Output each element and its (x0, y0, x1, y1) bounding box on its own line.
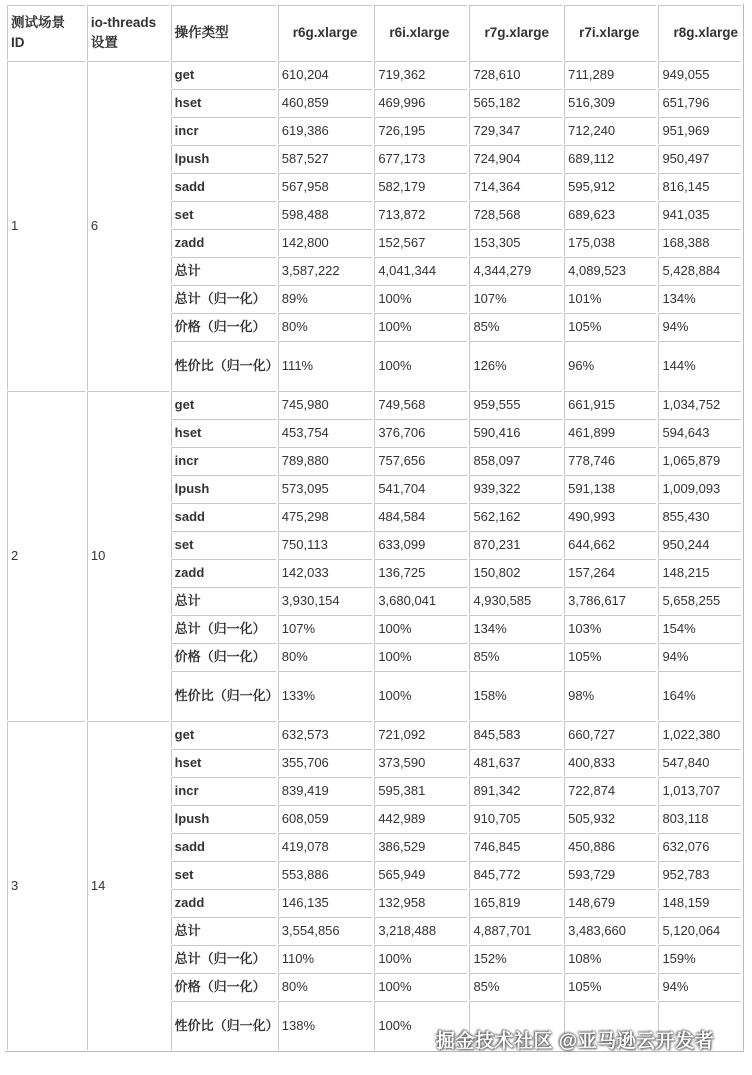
value-cell-r7g: 728,568 (469, 201, 562, 228)
value-cell-r6g: 789,880 (278, 447, 373, 474)
operation-cell: 总计（归一化） (171, 945, 276, 972)
value-cell-r7g: 150,802 (469, 559, 562, 586)
value-cell-r6i: 100% (374, 945, 467, 972)
value-cell-r8g: 547,840 (658, 749, 741, 776)
value-cell-r7g: 858,097 (469, 447, 562, 474)
value-cell-r7i: 148,679 (564, 889, 656, 916)
value-cell-r6i: 721,092 (374, 721, 467, 748)
value-cell-r8g: 148,215 (658, 559, 741, 586)
header-row (7, 5, 741, 60)
value-cell-r7i: 490,993 (564, 503, 656, 530)
value-cell-r6g: 839,419 (278, 777, 373, 804)
scenario-id-cell: 2 (7, 391, 85, 720)
operation-cell: lpush (171, 475, 276, 502)
value-cell-r7i: 778,746 (564, 447, 656, 474)
table-row (7, 391, 741, 418)
operation-cell: 总计 (171, 587, 276, 614)
value-cell-r8g: 1,034,752 (658, 391, 741, 418)
scenario-id-cell: 1 (7, 61, 85, 390)
value-cell-r7g: 165,819 (469, 889, 562, 916)
value-cell-r6i: 100% (374, 1001, 467, 1050)
value-cell-r7i: 660,727 (564, 721, 656, 748)
header-io-threads: io-threads 设置 (87, 5, 169, 60)
value-cell-r6i: 100% (374, 285, 467, 312)
value-cell-r7i: 101% (564, 285, 656, 312)
value-cell-r6i: 633,099 (374, 531, 467, 558)
operation-cell: lpush (171, 145, 276, 172)
value-cell-r6i: 749,568 (374, 391, 467, 418)
value-cell-r7i: 644,662 (564, 531, 656, 558)
value-cell-r6i: 541,704 (374, 475, 467, 502)
operation-cell: hset (171, 89, 276, 116)
value-cell-r6g: 110% (278, 945, 373, 972)
value-cell-r6i: 100% (374, 313, 467, 340)
value-cell-r8g: 154% (658, 615, 741, 642)
value-cell-r7g: 158% (469, 671, 562, 720)
operation-cell: 性价比（归一化） (171, 341, 276, 390)
operation-cell: 总计 (171, 257, 276, 284)
value-cell-r6g: 750,113 (278, 531, 373, 558)
value-cell-r6g: 111% (278, 341, 373, 390)
value-cell-r7i: 595,912 (564, 173, 656, 200)
table-row (7, 61, 741, 88)
value-cell-r6g: 610,204 (278, 61, 373, 88)
value-cell-r6i: 713,872 (374, 201, 467, 228)
value-cell-r8g: 94% (658, 643, 741, 670)
value-cell-r7g: 746,845 (469, 833, 562, 860)
value-cell-r8g: 632,076 (658, 833, 741, 860)
value-cell-r7g: 4,930,585 (469, 587, 562, 614)
value-cell-r7g: 724,904 (469, 145, 562, 172)
value-cell-r7i: 711,289 (564, 61, 656, 88)
value-cell-r8g: 855,430 (658, 503, 741, 530)
operation-cell: incr (171, 447, 276, 474)
value-cell-r7g: 562,162 (469, 503, 562, 530)
value-cell-r6i: 719,362 (374, 61, 467, 88)
value-cell-r7i: 98% (564, 671, 656, 720)
value-cell-r8g: 952,783 (658, 861, 741, 888)
value-cell-r7g: 126% (469, 341, 562, 390)
value-cell-r7g: 85% (469, 313, 562, 340)
value-cell-r6g: 3,554,856 (278, 917, 373, 944)
value-cell-r7g: 729,347 (469, 117, 562, 144)
value-cell-r7i: 175,038 (564, 229, 656, 256)
operation-cell: incr (171, 117, 276, 144)
value-cell-r8g: 1,065,879 (658, 447, 741, 474)
value-cell-r7g: 845,583 (469, 721, 562, 748)
value-cell-r7g: 714,364 (469, 173, 562, 200)
operation-cell: 价格（归一化） (171, 313, 276, 340)
value-cell-r6g: 573,095 (278, 475, 373, 502)
value-cell-r7i: 461,899 (564, 419, 656, 446)
value-cell-r7i: 105% (564, 313, 656, 340)
value-cell-r7g: 845,772 (469, 861, 562, 888)
value-cell-r6i: 100% (374, 671, 467, 720)
operation-cell: get (171, 391, 276, 418)
value-cell-r8g: 144% (658, 341, 741, 390)
value-cell-r6g: 80% (278, 643, 373, 670)
value-cell-r7g: 107% (469, 285, 562, 312)
value-cell-r6g: 619,386 (278, 117, 373, 144)
value-cell-r8g: 803,118 (658, 805, 741, 832)
value-cell-r6i: 152,567 (374, 229, 467, 256)
value-cell-r7g: 590,416 (469, 419, 562, 446)
value-cell-r8g: 148,159 (658, 889, 741, 916)
value-cell-r6g: 142,033 (278, 559, 373, 586)
value-cell-r7i: 105% (564, 643, 656, 670)
value-cell-r8g: 951,969 (658, 117, 741, 144)
value-cell-r8g: 949,055 (658, 61, 741, 88)
operation-cell: sadd (171, 833, 276, 860)
value-cell-r8g: 5,428,884 (658, 257, 741, 284)
value-cell-r7i: 96% (564, 341, 656, 390)
value-cell-r6g: 142,800 (278, 229, 373, 256)
operation-cell: hset (171, 419, 276, 446)
operation-cell: 价格（归一化） (171, 643, 276, 670)
value-cell-r8g: 159% (658, 945, 741, 972)
table-body (7, 61, 741, 1050)
value-cell-r6g: 419,078 (278, 833, 373, 860)
value-cell-r8g: 94% (658, 973, 741, 1000)
value-cell-r6g: 632,573 (278, 721, 373, 748)
value-cell-r6g: 608,059 (278, 805, 373, 832)
operation-cell: set (171, 861, 276, 888)
table-row (7, 721, 741, 748)
header-r8g: r8g.xlarge (658, 5, 741, 60)
value-cell-r6i: 373,590 (374, 749, 467, 776)
value-cell-r6i: 677,173 (374, 145, 467, 172)
value-cell-r6i: 136,725 (374, 559, 467, 586)
value-cell-r7g: 728,610 (469, 61, 562, 88)
operation-cell: set (171, 201, 276, 228)
value-cell-r7i: 400,833 (564, 749, 656, 776)
value-cell-r6i: 132,958 (374, 889, 467, 916)
value-cell-r7i: 689,623 (564, 201, 656, 228)
value-cell-r6i: 4,041,344 (374, 257, 467, 284)
value-cell-r8g: 594,643 (658, 419, 741, 446)
operation-cell: incr (171, 777, 276, 804)
value-cell-r6g: 587,527 (278, 145, 373, 172)
value-cell-r7i: 712,240 (564, 117, 656, 144)
operation-cell: get (171, 61, 276, 88)
value-cell-r6i: 100% (374, 615, 467, 642)
operation-cell: lpush (171, 805, 276, 832)
value-cell-r8g: 950,244 (658, 531, 741, 558)
value-cell-r6i: 565,949 (374, 861, 467, 888)
value-cell-r7g: 4,887,701 (469, 917, 562, 944)
value-cell-r6g: 3,930,154 (278, 587, 373, 614)
value-cell-r8g: 1,013,707 (658, 777, 741, 804)
operation-cell: 总计（归一化） (171, 615, 276, 642)
value-cell-r6i: 3,680,041 (374, 587, 467, 614)
operation-cell: zadd (171, 229, 276, 256)
io-threads-cell: 14 (87, 721, 169, 1050)
value-cell-r6g: 745,980 (278, 391, 373, 418)
value-cell-r6i: 100% (374, 643, 467, 670)
value-cell-r6g: 89% (278, 285, 373, 312)
operation-cell: hset (171, 749, 276, 776)
value-cell-r7i: 108% (564, 945, 656, 972)
value-cell-r7i: 591,138 (564, 475, 656, 502)
operation-cell: 总计 (171, 917, 276, 944)
value-cell-r8g: 1,009,093 (658, 475, 741, 502)
value-cell-r8g: 5,120,064 (658, 917, 741, 944)
value-cell-r6g: 567,958 (278, 173, 373, 200)
value-cell-r8g: 1,022,380 (658, 721, 741, 748)
value-cell-r6i: 757,656 (374, 447, 467, 474)
header-operation: 操作类型 (171, 5, 276, 60)
benchmark-table (5, 4, 744, 1052)
value-cell-r7i: 3,786,617 (564, 587, 656, 614)
value-cell-r7g: 134% (469, 615, 562, 642)
value-cell-r7i: 722,874 (564, 777, 656, 804)
value-cell-r6g: 460,859 (278, 89, 373, 116)
value-cell-r7g: 481,637 (469, 749, 562, 776)
value-cell-r6i: 376,706 (374, 419, 467, 446)
value-cell-r7i: 3,483,660 (564, 917, 656, 944)
value-cell-r7g: 959,555 (469, 391, 562, 418)
value-cell-r6i: 469,996 (374, 89, 467, 116)
value-cell-r6g: 133% (278, 671, 373, 720)
value-cell-r7g: 891,342 (469, 777, 562, 804)
value-cell-r6i: 595,381 (374, 777, 467, 804)
value-cell-r6g: 453,754 (278, 419, 373, 446)
operation-cell: zadd (171, 889, 276, 916)
value-cell-r6g: 80% (278, 313, 373, 340)
value-cell-r7i: 661,915 (564, 391, 656, 418)
value-cell-r7g: 939,322 (469, 475, 562, 502)
value-cell-r6i: 100% (374, 973, 467, 1000)
io-threads-cell: 6 (87, 61, 169, 390)
value-cell-r6i: 582,179 (374, 173, 467, 200)
operation-cell: 总计（归一化） (171, 285, 276, 312)
io-threads-cell: 10 (87, 391, 169, 720)
value-cell-r6g: 598,488 (278, 201, 373, 228)
value-cell-r8g: 941,035 (658, 201, 741, 228)
value-cell-r8g: 168,388 (658, 229, 741, 256)
value-cell-r7i: 105% (564, 973, 656, 1000)
value-cell-r7g: 870,231 (469, 531, 562, 558)
value-cell-r6i: 726,195 (374, 117, 467, 144)
value-cell-r6g: 553,886 (278, 861, 373, 888)
header-r6g: r6g.xlarge (278, 5, 373, 60)
value-cell-r6g: 80% (278, 973, 373, 1000)
operation-cell: zadd (171, 559, 276, 586)
operation-cell: sadd (171, 173, 276, 200)
operation-cell: set (171, 531, 276, 558)
operation-cell: 性价比（归一化） (171, 1001, 276, 1050)
value-cell-r7g: 565,182 (469, 89, 562, 116)
value-cell-r6i: 484,584 (374, 503, 467, 530)
value-cell-r6g: 146,135 (278, 889, 373, 916)
operation-cell: 性价比（归一化） (171, 671, 276, 720)
value-cell-r8g: 164% (658, 671, 741, 720)
value-cell-r7i: 103% (564, 615, 656, 642)
value-cell-r6g: 355,706 (278, 749, 373, 776)
value-cell-r6g: 138% (278, 1001, 373, 1050)
value-cell-r7i: 593,729 (564, 861, 656, 888)
operation-cell: sadd (171, 503, 276, 530)
value-cell-r7g: 910,705 (469, 805, 562, 832)
value-cell-r7i: 505,932 (564, 805, 656, 832)
value-cell-r6g: 3,587,222 (278, 257, 373, 284)
watermark: 掘金技术社区 @亚马逊云开发者 (436, 1031, 715, 1052)
header-r7i: r7i.xlarge (564, 5, 656, 60)
value-cell-r6i: 3,218,488 (374, 917, 467, 944)
value-cell-r6i: 386,529 (374, 833, 467, 860)
value-cell-r7g: 153,305 (469, 229, 562, 256)
value-cell-r8g: 950,497 (658, 145, 741, 172)
value-cell-r7i: 450,886 (564, 833, 656, 860)
value-cell-r8g: 134% (658, 285, 741, 312)
header-r6i: r6i.xlarge (374, 5, 467, 60)
value-cell-r8g: 651,796 (658, 89, 741, 116)
value-cell-r8g: 816,145 (658, 173, 741, 200)
operation-cell: 价格（归一化） (171, 973, 276, 1000)
value-cell-r8g: 5,658,255 (658, 587, 741, 614)
value-cell-r6g: 107% (278, 615, 373, 642)
value-cell-r7i: 689,112 (564, 145, 656, 172)
value-cell-r7g: 85% (469, 973, 562, 1000)
value-cell-r6i: 442,989 (374, 805, 467, 832)
operation-cell: get (171, 721, 276, 748)
value-cell-r6g: 475,298 (278, 503, 373, 530)
value-cell-r7g: 85% (469, 643, 562, 670)
value-cell-r7g: 4,344,279 (469, 257, 562, 284)
header-scenario-id: 测试场景 ID (7, 5, 85, 60)
value-cell-r6i: 100% (374, 341, 467, 390)
value-cell-r7i: 516,309 (564, 89, 656, 116)
scenario-id-cell: 3 (7, 721, 85, 1050)
header-r7g: r7g.xlarge (469, 5, 562, 60)
value-cell-r8g: 94% (658, 313, 741, 340)
value-cell-r7g: 152% (469, 945, 562, 972)
value-cell-r7i: 4,089,523 (564, 257, 656, 284)
value-cell-r7i: 157,264 (564, 559, 656, 586)
